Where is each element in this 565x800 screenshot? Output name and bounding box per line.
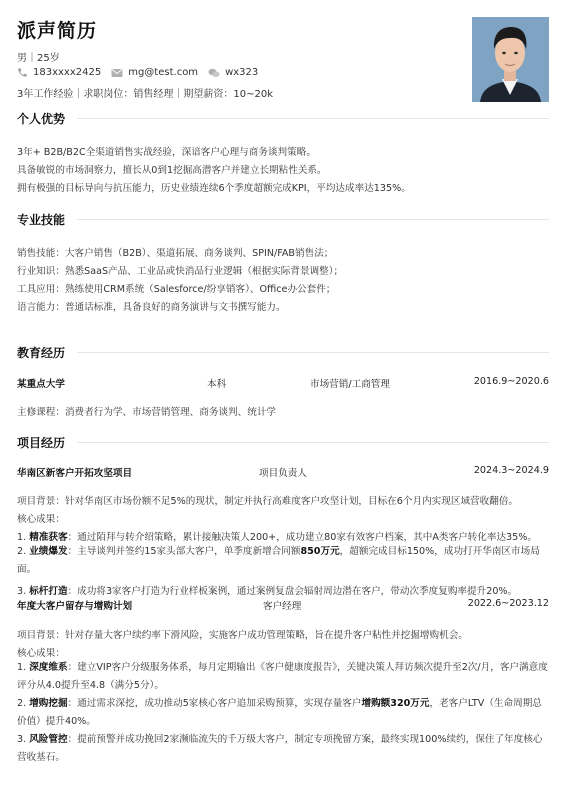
project-2-background: 项目背景：针对存量大客户续约率下滑风险，实施客户成功管理策略，旨在提升客户粘性并挖掘增购机会。 — [17, 630, 468, 641]
project-role: 客户经理 — [263, 601, 302, 612]
project-1-result-2 — [17, 543, 549, 579]
resume-name: 派声简历 — [17, 20, 98, 42]
advantage-line-3: 拥有极强的目标导向与抗压能力，历史业绩连续6个季度超额完成KPI，平均达成率达135%。 — [17, 183, 411, 194]
result-number: 3. — [17, 586, 30, 597]
project-period: 2024.3~2024.9 — [473, 465, 549, 476]
result-text: ：成功将3家客户打造为行业样板案例，通过案例复盘会辐射周边潜在客户，带动次季度复购率提升20%。 — [67, 586, 518, 597]
mail-icon — [111, 68, 123, 78]
project-1-results-label: 核心成果： — [17, 514, 65, 525]
result-number: 1. — [17, 532, 30, 543]
section-title-education — [17, 344, 549, 361]
result-number: 2. — [17, 546, 30, 557]
contact-wechat — [208, 67, 258, 78]
wechat-icon — [208, 68, 220, 78]
advantage-line-2: 具备敏锐的市场洞察力，擅长从0到1挖掘高潜客户并建立长期粘性关系。 — [17, 165, 327, 176]
skills-line-4: 语言能力：普通话标准，具备良好的商务演讲与文书撰写能力。 — [17, 302, 286, 313]
result-text: ：主导谈判并签约15家头部大客户，单季度新增合同额 — [67, 546, 301, 557]
contact-email — [111, 67, 198, 78]
result-key: 精准获客 — [29, 532, 68, 543]
profile-photo — [472, 17, 549, 102]
project-2-results-label: 核心成果： — [17, 648, 65, 659]
result-number: 1. — [17, 662, 30, 673]
result-text: ：通过需求深挖，成功推动5家核心客户追加采购预算，实现存量客户 — [67, 698, 362, 709]
project-name: 年度大客户留存与增购计划 — [17, 601, 133, 612]
result-number: 3. — [17, 734, 30, 745]
result-key: 业绩爆发 — [29, 546, 68, 557]
project-1-background: 项目背景：针对华南区市场份额不足5%的现状，制定并执行高难度客户攻坚计划，目标在6个月内实现区域营收翻倍。 — [17, 496, 519, 507]
section-title-text: 专业技能 — [17, 213, 66, 227]
section-divider — [77, 442, 549, 443]
result-text: ，老客户LTV（生命周期总价值）提升40%。 — [17, 698, 542, 727]
result-highlight: 增购额320万元 — [361, 698, 430, 709]
skills-line-3: 工具应用：熟练使用CRM系统（Salesforce/纷享销客）、Office办公套件； — [17, 284, 336, 295]
email-text: mg@test.com — [128, 67, 199, 78]
section-title-skills — [17, 211, 549, 228]
education-row — [17, 376, 549, 390]
section-divider — [77, 118, 549, 119]
contact-phone — [17, 67, 101, 78]
project-1-result-3 — [17, 583, 549, 597]
project-name: 华南区新客户开拓攻坚项目 — [17, 468, 133, 479]
gender-age: 男｜25岁 — [17, 53, 60, 64]
school-name: 某重点大学 — [17, 379, 65, 390]
job-intent: 3年工作经验｜求职岗位：销售经理｜期望薪资：10~20k — [17, 89, 273, 100]
section-title-projects — [17, 434, 549, 451]
phone-text: 183xxxx2425 — [33, 67, 102, 78]
result-key: 深度维系 — [29, 662, 68, 673]
section-title-text: 个人优势 — [17, 112, 66, 126]
result-text: ：通过陌拜与转介绍策略，累计接触决策人200+，成功建立80家有效客户档案，其中A类客户转化率达35%。 — [67, 532, 537, 543]
section-title-text: 项目经历 — [17, 436, 66, 450]
project-2-result-3 — [17, 731, 549, 767]
project-role: 项目负责人 — [259, 468, 307, 479]
section-title-advantage — [17, 110, 549, 127]
result-text: ：提前预警并成功挽回2家濒临流失的千万级大客户，制定专项挽留方案，最终实现100%续约，保住了年度核心营收基石。 — [17, 734, 543, 763]
result-key: 标杆打造 — [29, 586, 68, 597]
project-1-result-1 — [17, 529, 549, 543]
project-1-header — [17, 465, 549, 479]
project-2-result-2 — [17, 695, 549, 731]
result-highlight: 850万元 — [300, 546, 340, 557]
project-period: 2022.6~2023.12 — [467, 598, 549, 609]
section-title-text: 教育经历 — [17, 346, 66, 360]
result-text: ，超额完成目标150%，成功打开华南区市场局面。 — [17, 546, 540, 575]
education-period: 2016.9~2020.6 — [473, 376, 549, 387]
education-courses: 主修课程：消费者行为学、市场营销管理、商务谈判、统计学 — [17, 407, 277, 418]
project-2-header — [17, 598, 549, 612]
section-divider — [77, 352, 549, 353]
degree: 本科 — [207, 379, 227, 390]
skills-line-1: 销售技能：大客户销售（B2B）、渠道拓展、商务谈判、SPIN/FAB销售法； — [17, 248, 334, 259]
result-text: ：建立VIP客户分级服务体系，每月定期输出《客户健康度报告》，关键决策人拜访频次提升至2次/月，客户满意度评分从4.0提升至4.8（满分5分）。 — [17, 662, 548, 691]
result-key: 风险管控 — [29, 734, 68, 745]
phone-icon — [17, 67, 28, 78]
result-number: 2. — [17, 698, 30, 709]
wechat-text: wx323 — [225, 67, 259, 78]
skills-line-2: 行业知识：熟悉SaaS产品、工业品或快消品行业逻辑（根据实际背景调整）； — [17, 266, 344, 277]
advantage-line-1: 3年+ B2B/B2C全渠道销售实战经验，深谙客户心理与商务谈判策略。 — [17, 147, 316, 158]
major: 市场营销/工商管理 — [310, 379, 390, 390]
contact-row — [17, 67, 268, 78]
result-key: 增购挖掘 — [29, 698, 68, 709]
project-2-result-1 — [17, 659, 549, 695]
section-divider — [77, 219, 549, 220]
